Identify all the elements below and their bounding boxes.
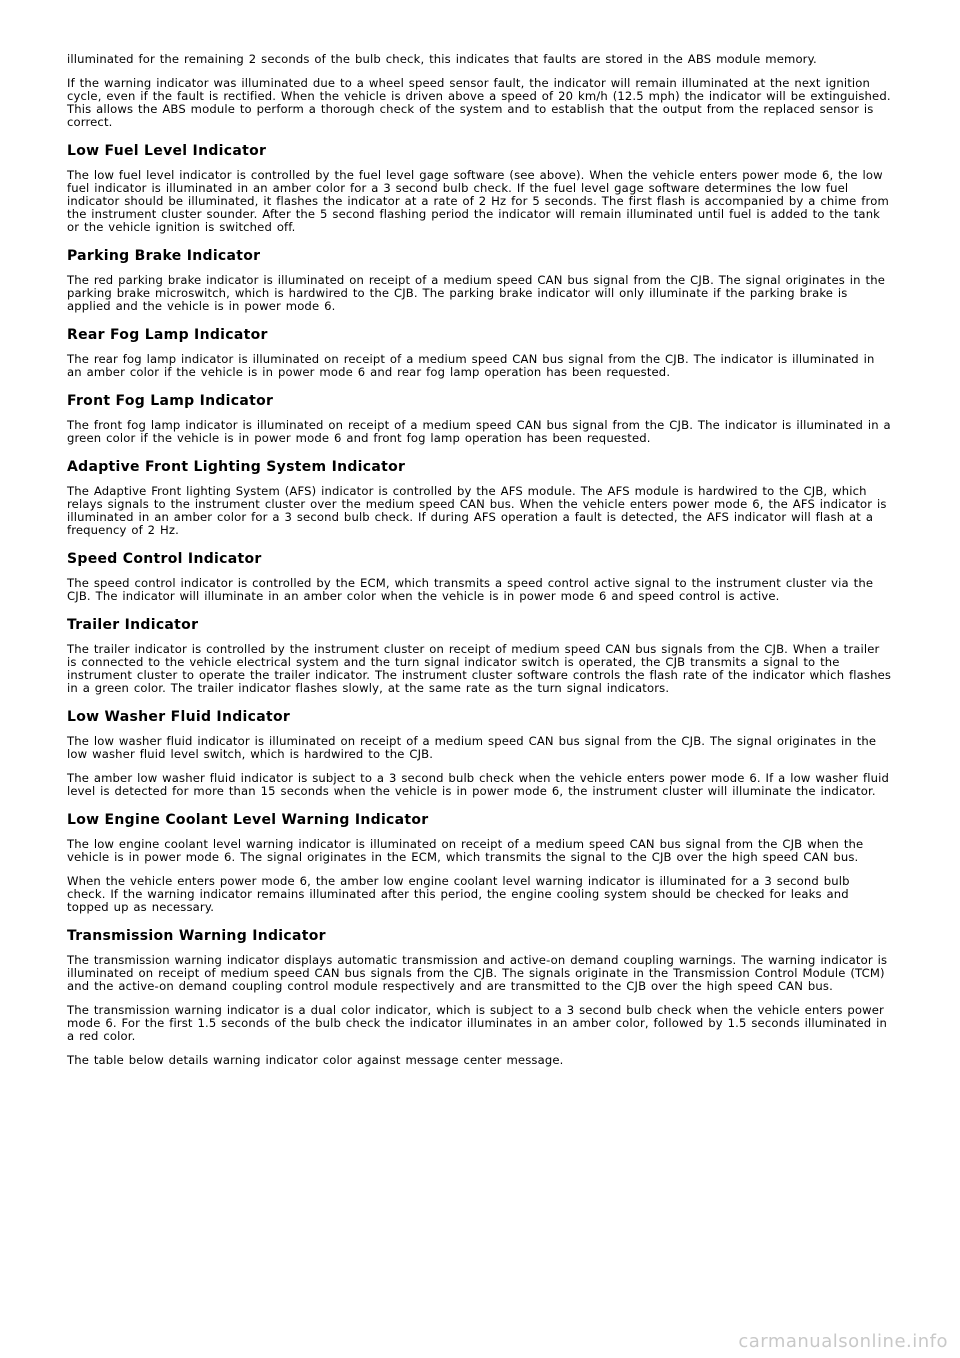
section-paragraph: The speed control indicator is controlled by the ECM, which transmits a speed control active signal to the instrument cluster via the CJB. The indicator will illuminate in an amber color when the vehicle is in power mode 6 and speed control is active. — [67, 576, 874, 603]
section-heading-transmission: Transmission Warning Indicator — [67, 928, 326, 944]
document-page — [67, 53, 893, 1078]
section-heading-front-fog: Front Fog Lamp Indicator — [67, 393, 274, 409]
section-heading-low-fuel: Low Fuel Level Indicator — [67, 143, 267, 159]
section-paragraph: The trailer indicator is controlled by the instrument cluster on receipt of medium speed CAN bus signals from the CJB. When a trailer is connected to the vehicle electrical system and the turn signal indicator switch is operated, the CJB transmits a signal to the instrument cluster to operate the trailer indicator. The instrument cluster software controls the flash rate of the indicator which flashes in a green color. The trailer indicator flashes slowly, at the same rate as the turn signal indicators. — [67, 642, 892, 695]
section-paragraph: The low fuel level indicator is controlled by the fuel level gage software (see above). When the vehicle enters power mode 6, the low fuel indicator is illuminated in an amber color for a 3 second bulb check. If the fuel level gage software determines the low fuel indicator should be illuminated, it flashes the indicator at a rate of 2 Hz for 5 seconds. The first flash is accompanied by a chime from the instrument cluster sounder. After the 5 second flashing period the indicator will remain illuminated until fuel is added to the tank or the vehicle ignition is switched off. — [67, 168, 889, 234]
intro-paragraph-2: If the warning indicator was illuminated due to a wheel speed sensor fault, the indicator will remain illuminated at the next ignition cycle, even if the fault is rectified. When the vehicle is driven above a speed of 20 km/h (12.5 mph) the indicator will be extinguished. This allows the ABS module to perform a thorough check of the system and to establish that the output from the replaced sensor is correct. — [67, 76, 891, 129]
section-paragraph: The low washer fluid indicator is illuminated on receipt of a medium speed CAN bus signal from the CJB. The signal originates in the low washer fluid level switch, which is hardwired to the CJB. — [67, 734, 877, 761]
section-paragraph: The amber low washer fluid indicator is subject to a 3 second bulb check when the vehicle enters power mode 6. If a low washer fluid level is detected for more than 15 seconds when the vehicle is in power mode 6, the instrument cluster will illuminate the indicator. — [67, 771, 889, 798]
section-heading-afs: Adaptive Front Lighting System Indicator — [67, 459, 406, 475]
intro-paragraph-1: illuminated for the remaining 2 seconds of the bulb check, this indicates that faults are stored in the ABS module memory. — [67, 52, 817, 66]
section-paragraph: The table below details warning indicator color against message center message. — [67, 1053, 564, 1067]
section-paragraph: The red parking brake indicator is illuminated on receipt of a medium speed CAN bus signal from the CJB. The signal originates in the parking brake microswitch, which is hardwired to the CJB. The parking brake indicator will only illuminate if the parking brake is applied and the vehicle is in power mode 6. — [67, 273, 885, 313]
section-paragraph: The front fog lamp indicator is illuminated on receipt of a medium speed CAN bus signal from the CJB. The indicator is illuminated in a green color if the vehicle is in power mode 6 and front fog lamp operation has been requested. — [67, 418, 891, 445]
section-paragraph: The Adaptive Front lighting System (AFS) indicator is controlled by the AFS module. The AFS module is hardwired to the CJB, which relays signals to the instrument cluster over the medium speed CAN bus. When the vehicle enters power mode 6, the AFS indicator is illuminated in an amber color for a 3 second bulb check. If during AFS operation a fault is detected, the AFS indicator will flash at a frequency of 2 Hz. — [67, 484, 887, 537]
section-paragraph: The transmission warning indicator displays automatic transmission and active-on demand coupling warnings. The warning indicator is illuminated on receipt of medium speed CAN bus signals from the CJB. The signals originate in the Transmission Control Module (TCM) and the active-on demand coupling control module respectively and are transmitted to the CJB over the high speed CAN bus. — [67, 953, 888, 993]
site-watermark: carmanualsonline.info — [738, 1331, 948, 1352]
section-heading-low-washer: Low Washer Fluid Indicator — [67, 709, 291, 725]
section-heading-coolant: Low Engine Coolant Level Warning Indicator — [67, 812, 429, 828]
section-heading-rear-fog: Rear Fog Lamp Indicator — [67, 327, 268, 343]
section-heading-trailer: Trailer Indicator — [67, 617, 199, 633]
section-paragraph: The rear fog lamp indicator is illuminated on receipt of a medium speed CAN bus signal from the CJB. The indicator is illuminated in an amber color if the vehicle is in power mode 6 and rear fog lamp operation has been requested. — [67, 352, 875, 379]
section-heading-speed-control: Speed Control Indicator — [67, 551, 262, 567]
section-heading-parking-brake: Parking Brake Indicator — [67, 248, 261, 264]
section-paragraph: The transmission warning indicator is a dual color indicator, which is subject to a 3 second bulb check when the vehicle enters power mode 6. For the first 1.5 seconds of the bulb check the indicator illuminates in an amber color, followed by 1.5 seconds illuminated in a red color. — [67, 1003, 887, 1043]
section-paragraph: The low engine coolant level warning indicator is illuminated on receipt of a medium speed CAN bus signal from the CJB when the vehicle is in power mode 6. The signal originates in the ECM, which transmits the signal to the CJB over the high speed CAN bus. — [67, 837, 864, 864]
section-paragraph: When the vehicle enters power mode 6, the amber low engine coolant level warning indicator is illuminated for a 3 second bulb check. If the warning indicator remains illuminated after this period, the engine cooling system should be checked for leaks and topped up as necessary. — [67, 874, 850, 914]
